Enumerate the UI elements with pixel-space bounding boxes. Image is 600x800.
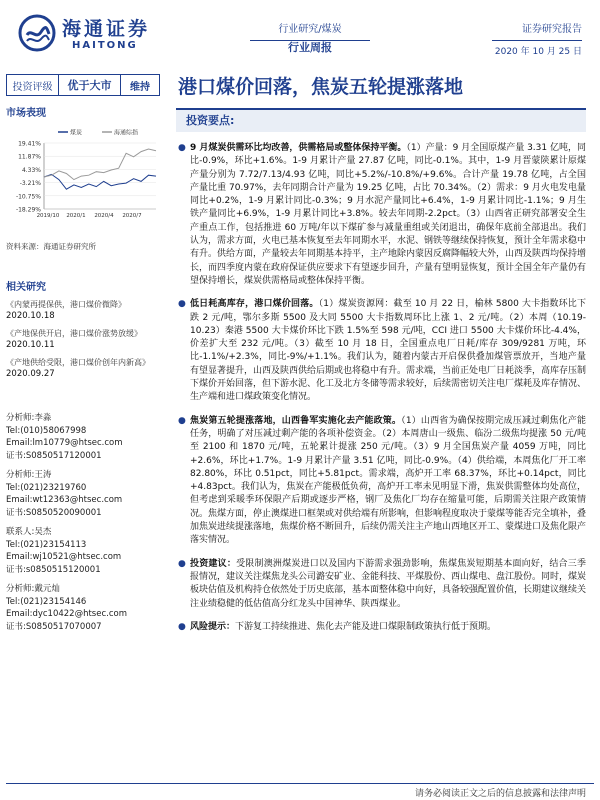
key-point-lead: 低日耗高库存，港口煤价回落。 [190, 299, 319, 310]
analyst-tel: Tel:(010)58067998 [6, 425, 87, 436]
analyst-name: 分析师:李淼 [6, 413, 52, 423]
header-category-block [250, 20, 370, 54]
logo-text-en: HAITONG [72, 40, 138, 51]
market-performance-chart [6, 125, 164, 225]
legend-label: 海通综指 [114, 129, 139, 137]
bullet-icon: ● [178, 415, 186, 426]
header-report-type: 行业周报 [288, 41, 332, 54]
key-point-lead: 投资建议： [190, 558, 237, 569]
key-point-paragraph [176, 558, 586, 611]
related-research [6, 278, 164, 380]
bullet-icon: ● [178, 558, 186, 569]
related-item-date: 2020.10.11 [6, 340, 55, 350]
market-chart-svg [6, 125, 164, 225]
key-point-paragraph [176, 621, 586, 634]
analyst-email[interactable]: Email:lm10779@htsec.com [6, 438, 123, 448]
key-point-text: （1）煤炭资源网：截至 10 月 22 日，榆林 5800 大卡指数环比下跌 2 元/吨，鄂尔多斯 5500 及大同 5500 大卡指数周环比上涨 1、2 元/吨。（2）本周（10.19-10.23）秦港 5500 大卡煤价环比下跌 1.5%至 598 元/吨，CCI 进口 5500 大卡煤价环比-4.4%，价差扩大至 232 元/吨。（3）截至 10 月 18 日，全国重点电厂日耗/库存 309/9281 万吨，环比-1.1%/+2.3%，同比-9%/+1.1%。我们认为，随着内蒙古开启保供叠加煤管票放开，当地产量有望显著提升，山西及陕西供给后期或也将稳中有升。需求端，当前正处电厂日耗淡季，高库存压制下煤价开始回落，但下游水泥、化工及北方冬储等需求较好，后续需密切关注电厂煤耗及库存情况、生产端和进口煤政策变化情况。 [190, 299, 587, 403]
analyst-tel: Tel:(021)23219760 [6, 482, 87, 493]
related-item-date: 2020.10.18 [6, 311, 55, 321]
header-divider-center [250, 40, 370, 41]
analyst-card [6, 526, 164, 576]
x-tick-label: 2020/4 [94, 213, 114, 219]
y-tick-label: -3.21% [19, 180, 41, 188]
bullet-icon: ● [178, 143, 186, 153]
related-section-title: 相关研究 [6, 282, 46, 293]
legend-label: 煤炭 [70, 129, 83, 137]
header-date: 2020 年 10 月 25 日 [494, 47, 582, 57]
rating-value: 优于大市 [59, 75, 121, 95]
analyst-tel: Tel:(021)23154146 [6, 596, 87, 607]
key-point-paragraph [176, 142, 586, 288]
left-sidebar [6, 104, 164, 380]
related-item-title[interactable]: 《产地保供开启，港口煤价涨势放缓》 [6, 329, 142, 338]
analyst-card [6, 469, 164, 519]
key-point-lead: 9 月煤炭供需环比均改善，供需格局或整体保持平衡。 [190, 143, 407, 153]
analyst-email[interactable]: Email:wj10521@htsec.com [6, 552, 122, 562]
related-item[interactable] [6, 328, 164, 351]
investment-rating [6, 74, 160, 96]
analyst-cert: 证书:S0850517120001 [6, 450, 102, 461]
chart-source: 资料来源：海通证券研究所 [6, 242, 96, 251]
analyst-name: 联系人:吴杰 [6, 527, 52, 537]
analyst-card [6, 583, 164, 633]
header-divider-right [492, 40, 582, 41]
key-point-paragraph [176, 415, 586, 548]
analyst-email[interactable]: Email:wt12363@htsec.com [6, 495, 123, 505]
market-section-title: 市场表现 [6, 108, 46, 119]
analyst-email[interactable]: Email:dyc10422@htsec.com [6, 609, 127, 619]
key-points-section [176, 108, 586, 778]
footer-disclaimer: 请务必阅读正文之后的信息披露和法律声明 [414, 789, 586, 799]
y-tick-label: 11.87% [18, 153, 41, 161]
key-point-text: 下游复工持续推进、焦化去产能及进口煤限制政策执行低于预期。 [235, 621, 497, 632]
header-category: 行业研究/煤炭 [278, 24, 342, 35]
footer-divider [6, 783, 594, 784]
key-point-paragraph [176, 298, 586, 404]
rating-label: 投资评级 [7, 75, 59, 95]
bullet-icon: ● [178, 621, 186, 632]
analyst-card [6, 412, 164, 462]
report-header [0, 0, 600, 64]
y-tick-label: -18.29% [15, 206, 41, 214]
analyst-tel: Tel:(021)23154113 [6, 539, 87, 550]
series-line-coal [44, 174, 156, 189]
logo-text-cn: 海通证券 [62, 18, 151, 40]
y-tick-label: 19.41% [18, 140, 41, 148]
analyst-list [6, 412, 164, 640]
analyst-cert: 证书:S0850520090001 [6, 507, 102, 518]
analyst-cert: 证书:S0850517070007 [6, 621, 102, 632]
analyst-name: 分析师:戴元灿 [6, 584, 60, 594]
related-item[interactable] [6, 357, 164, 380]
y-tick-label: 4.33% [21, 166, 41, 174]
x-tick-label: 2020/1 [66, 213, 86, 219]
header-meta-block [495, 20, 582, 57]
key-point-text: （1）产量：9 月全国原煤产量 3.31 亿吨，同比-0.9%，环比+1.6%。1-9 月累计产量 27.87 亿吨，同比-0.1%。其中，1-9 月晋蒙陕累计原煤产量分别为 7.72/7.13/4.93 亿吨，同比+5.2%/-10.8%/+9.6%。合计产量 19.78 亿吨，占全国产量比重 70.97%，去年同期合计产量为 19.25 亿吨，占比 70.34%。（2）需求：9 月火电发电量同比+0.2%，1-9 月累计同比-0.3%；9 月水泥产量同比+6.4%，1-9 月累计同比-1.1%；9 月生铁产量同比+6.9%，1-9 月累计同比+3.8%。较去年同期-2.2pct。（3）山西省正研究部署安全生产重点工作，包括推进 60 万吨/年以下煤矿参与减量重组或关闭退出，确保年底前全部退出。我们认为，需求方面，火电已基本恢复至去年同期水平，水泥、钢铁等继续保持恢复，预计全年需求稳中有升。供给方面，产量较去年同期基本持平，主产地除内蒙因反腐降幅较大外，山西及陕西均保持增长，而四季度内蒙在政府保证供应要求下有望逐步回升，产量有望明显恢复，预计全国全年产量仍有望保持增长，煤炭供需格局或整体保持平衡。 [190, 143, 587, 286]
haitong-logo-icon [18, 14, 56, 52]
related-item-title[interactable]: 《产地供给受限，港口煤价创年内新高》 [6, 358, 150, 367]
y-tick-label: -10.75% [15, 193, 41, 201]
key-point-lead: 风险提示： [190, 621, 236, 632]
report-title: 港口煤价回落，焦炭五轮提涨落地 [178, 76, 464, 98]
x-tick-label: 2019/10 [36, 213, 60, 219]
key-points-heading: 投资要点: [176, 108, 586, 132]
analyst-cert: 证书:s0850515120001 [6, 564, 101, 575]
key-point-text: （1）山西省为确保按期完成压减过剩焦化产能任务，明确了对压减过剩产能的各项补偿资金。（2）本周唐山一级焦、临汾二级焦均提涨 50 元/吨至 2100 和 1870 元/吨，五轮累计提涨 250 元/吨。（3）9 月全国焦炭产量 4059 万吨，同比+2.6%，环比+1.7%。1-9 月累计产量 3.51 亿吨，同比-0.9%。（4）供给端，本周焦化厂开工率 82.80%，环比 0.51pct，同比+5.81pct。需求端，高炉开工率 68.37%，环比+0.14pct，同比+4.83pct。我们认为，焦炭在产能极低负荷，高炉开工率未见明显下滑，焦炭供需整体均处高位，但考虑到采暖季环保限产后期或逐步严格，钢厂及焦化厂均存在缩量可能，后期需关注限产政策情况。焦煤方面，停止澳煤进口框架或对供给端有所影响，但影响程度取决于蒙煤等能否完全填补，叠加焦炭进续提涨落地，焦煤价格不断回升，后续仍需关注主产地山西地区开工、蒙煤进口及焦化限产落实情况。 [190, 415, 587, 546]
related-item-date: 2020.09.27 [6, 369, 55, 379]
series-line-index [44, 149, 156, 180]
related-item[interactable] [6, 299, 164, 322]
key-point-lead: 焦炭第五轮提涨落地，山西鲁军实施化去产能政策。 [190, 415, 402, 426]
analyst-name: 分析师:王涛 [6, 470, 52, 480]
x-tick-label: 2020/7 [122, 213, 142, 219]
header-doc-type: 证券研究报告 [522, 24, 582, 35]
rating-sub: 维持 [130, 81, 150, 93]
bullet-icon: ● [178, 299, 186, 310]
key-point-text: 受限制澳洲煤炭进口以及国内下游需求强劲影响，焦煤焦炭短期基本面向好，结合三季报情况，建议关注煤焦龙头公司潞安矿业、金能科技、平煤股份、西山煤电、盘江股份。同时，煤炭板块估值及机构持仓依然处于历史底部，基本面整体稳中向好，具备较强配置价值，长期建议继续关注业绩稳健的低估值高分红龙头中国神华、陕西煤业。 [190, 558, 587, 609]
related-item-title[interactable]: 《内蒙再提保供，港口煤价微降》 [6, 300, 126, 309]
company-logo [18, 14, 168, 56]
